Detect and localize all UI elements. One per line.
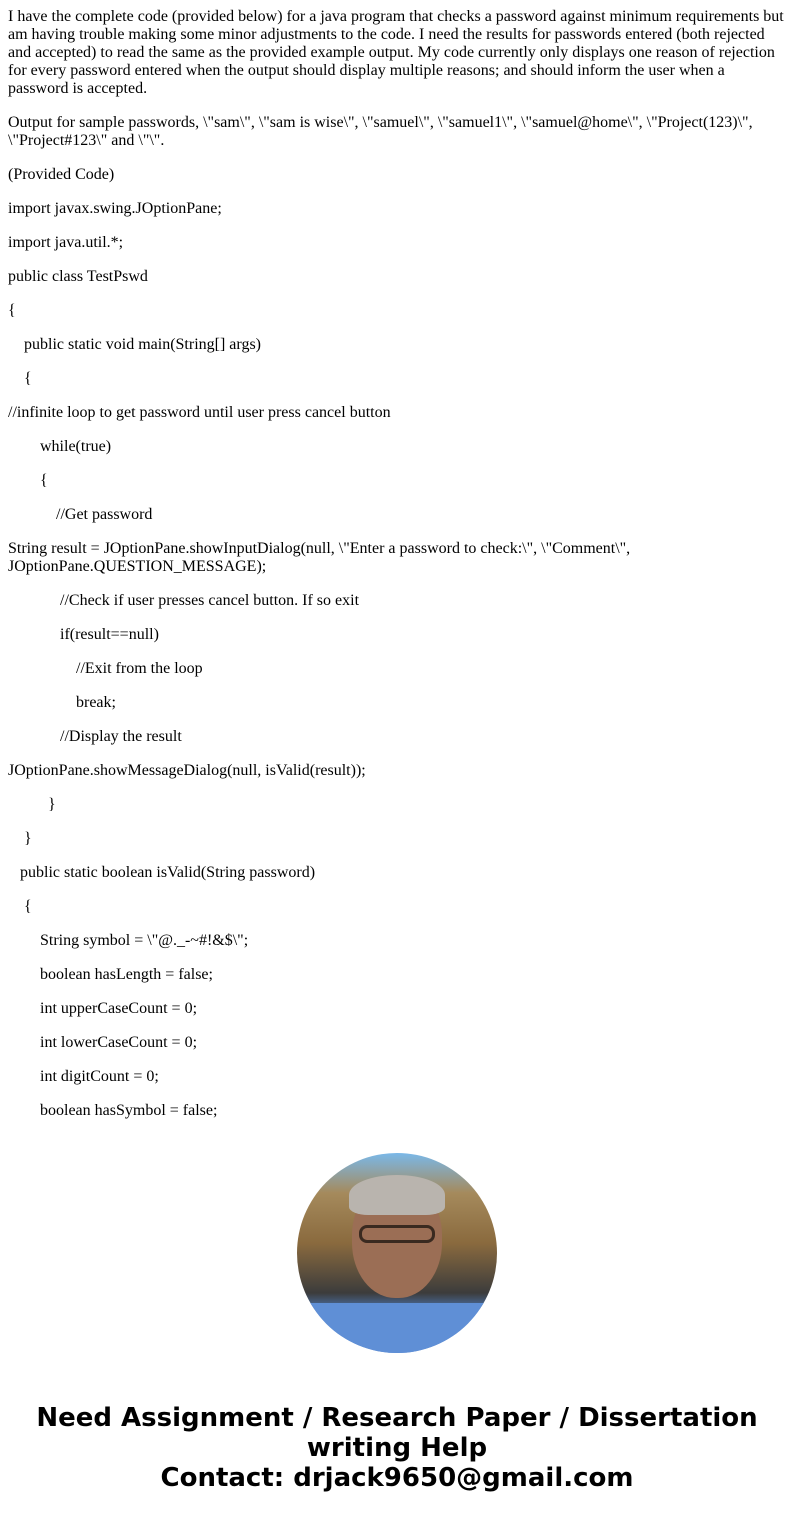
banner-line-1: Need Assignment / Research Paper / Dissertation <box>36 1403 758 1433</box>
code-line: if(result==null) <box>8 626 159 643</box>
code-line: int upperCaseCount = 0; <box>8 1000 198 1017</box>
code-line: { <box>8 472 48 489</box>
code-line: public static void main(String[] args) <box>8 336 261 353</box>
question-paragraph: I have the complete code (provided below) for a java program that checks a password against minimum requirements but am having trouble making some minor adjustments to the code. I need the results for passwords entered (both rejected and accepted) to read the same as the provided example output. My code currently only displays one reason of rejection for every password entered when the output should display multiple reasons; and should inform the user when a password is accepted. <box>8 8 788 97</box>
code-line: //Check if user presses cancel button. If so exit <box>8 592 360 609</box>
code-line: { <box>8 302 16 319</box>
code-line: import javax.swing.JOptionPane; <box>8 200 222 217</box>
code-line: public class TestPswd <box>8 268 148 285</box>
contact-banner <box>0 1403 794 1493</box>
code-line: } <box>8 830 32 847</box>
code-line: break; <box>8 694 116 711</box>
banner-line-2: writing Help <box>306 1433 488 1463</box>
code-line: while(true) <box>8 438 112 455</box>
question-paragraph: (Provided Code) <box>8 166 115 183</box>
photo-glasses <box>359 1225 435 1243</box>
author-photo <box>297 1153 497 1353</box>
code-line: //Display the result <box>8 728 182 745</box>
code-line: //Exit from the loop <box>8 660 203 677</box>
code-line: { <box>8 898 32 915</box>
code-line: { <box>8 370 32 387</box>
photo-hair <box>349 1175 445 1215</box>
code-line: boolean hasLength = false; <box>8 966 213 983</box>
code-line: public static boolean isValid(String password) <box>8 864 316 881</box>
code-line: JOptionPane.showMessageDialog(null, isValid(result)); <box>8 762 366 779</box>
code-line: String result = JOptionPane.showInputDialog(null, \"Enter a password to check:\", \"Comment\", JOptionPane.QUESTION_MESSAGE); <box>8 540 635 575</box>
photo-shirt <box>297 1303 497 1353</box>
code-line: //Get password <box>8 506 153 523</box>
code-line: int lowerCaseCount = 0; <box>8 1034 198 1051</box>
code-line: String symbol = \"@._-~#!&$\"; <box>8 932 249 949</box>
code-line: int digitCount = 0; <box>8 1068 159 1085</box>
banner-contact: Contact: drjack9650@gmail.com <box>160 1463 634 1493</box>
code-line: boolean hasSymbol = false; <box>8 1102 218 1119</box>
code-line: import java.util.*; <box>8 234 124 251</box>
code-line: //infinite loop to get password until user press cancel button <box>8 404 391 421</box>
question-paragraph: Output for sample passwords, \"sam\", \"sam is wise\", \"samuel\", \"samuel1\", \"samuel@home\", \"Project(123)\", \"Project#123\" and \"\". <box>8 114 757 149</box>
code-line: } <box>8 796 56 813</box>
